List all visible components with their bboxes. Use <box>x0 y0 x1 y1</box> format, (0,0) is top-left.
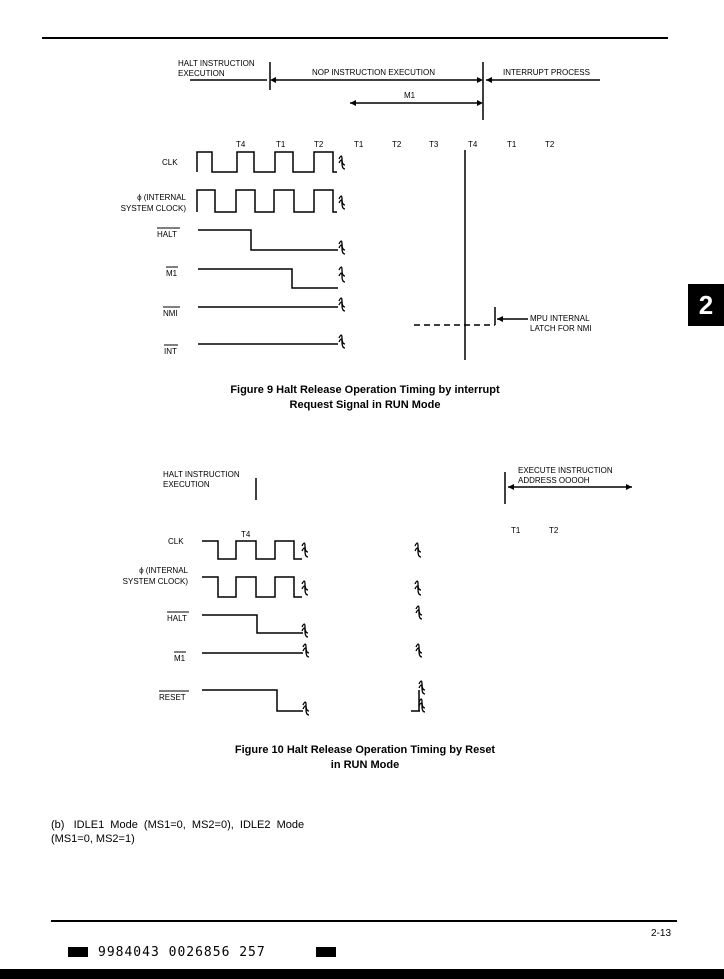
fig9-signal-clk: CLK <box>162 158 178 167</box>
figure10-caption-line2: in RUN Mode <box>330 759 400 771</box>
fig9-t-state: T1 <box>507 140 517 149</box>
fig9-t-state: T4 <box>236 140 246 149</box>
fig9-signal-int: INT <box>164 347 177 356</box>
idle-mode-line2: (MS1=0, MS2=1) <box>51 833 135 845</box>
page-number: 2-13 <box>651 928 672 939</box>
fig9-signal-m1: M1 <box>166 269 178 278</box>
fig10-signal-phi: ϕ (INTERNAL SYSTEM CLOCK) <box>122 566 188 586</box>
figure9-caption-line2: Request Signal in RUN Mode <box>289 399 441 411</box>
bottom-rule <box>51 920 677 922</box>
fig10-phase-halt: HALT INSTRUCTION EXECUTION <box>163 470 240 489</box>
barcode-text: 9984043 0026856 257 <box>98 945 266 960</box>
figure9-caption <box>150 383 580 413</box>
fig9-t-state: T2 <box>545 140 555 149</box>
top-rule <box>42 37 668 39</box>
fig10-signal-reset: RESET <box>159 693 186 702</box>
figure10-timing-diagram <box>0 460 724 730</box>
figure10-caption-line1: Figure 10 Halt Release Operation Timing by Reset <box>234 744 496 756</box>
fig9-phase-nop: NOP INSTRUCTION EXECUTION <box>312 68 435 77</box>
fig10-t-state: T2 <box>549 526 559 535</box>
fig9-t-state: T1 <box>354 140 364 149</box>
idle-mode-heading <box>51 818 304 846</box>
fig9-t-state: T4 <box>468 140 478 149</box>
bottom-edge-band <box>0 969 724 979</box>
section-tab: 2 <box>688 284 724 326</box>
fig9-nmi-latch-note: MPU INTERNAL LATCH FOR NMI <box>530 314 592 333</box>
fig10-t-state: T4 <box>241 530 251 539</box>
figure9-timing-diagram <box>0 50 724 380</box>
idle-mode-line1: (b) IDLE1 Mode (MS1=0, MS2=0), IDLE2 Mode <box>51 819 305 831</box>
barcode-right-block <box>316 947 336 957</box>
fig9-t-state: T1 <box>276 140 286 149</box>
fig9-signal-halt: HALT <box>157 230 177 239</box>
barcode-left-block <box>68 947 88 957</box>
fig9-signal-nmi: NMI <box>163 309 178 318</box>
fig10-signal-clk: CLK <box>168 537 184 546</box>
fig9-t-state: T3 <box>429 140 439 149</box>
fig10-t-state: T1 <box>511 526 521 535</box>
fig9-phase-interrupt: INTERRUPT PROCESS <box>503 68 590 77</box>
fig10-phase-execute: EXECUTE INSTRUCTION ADDRESS OOOOH <box>518 466 613 485</box>
fig9-phase-halt: HALT INSTRUCTION EXECUTION <box>178 59 255 78</box>
fig10-signal-m1: M1 <box>174 654 186 663</box>
fig9-m1-bracket-label: M1 <box>404 91 416 100</box>
fig10-signal-halt: HALT <box>167 614 187 623</box>
fig9-t-state: T2 <box>392 140 402 149</box>
figure9-caption-line1: Figure 9 Halt Release Operation Timing by interrupt <box>230 384 500 396</box>
fig9-signal-phi: ϕ (INTERNAL SYSTEM CLOCK) <box>120 193 186 213</box>
fig9-t-state: T2 <box>314 140 324 149</box>
figure10-caption <box>150 743 580 773</box>
